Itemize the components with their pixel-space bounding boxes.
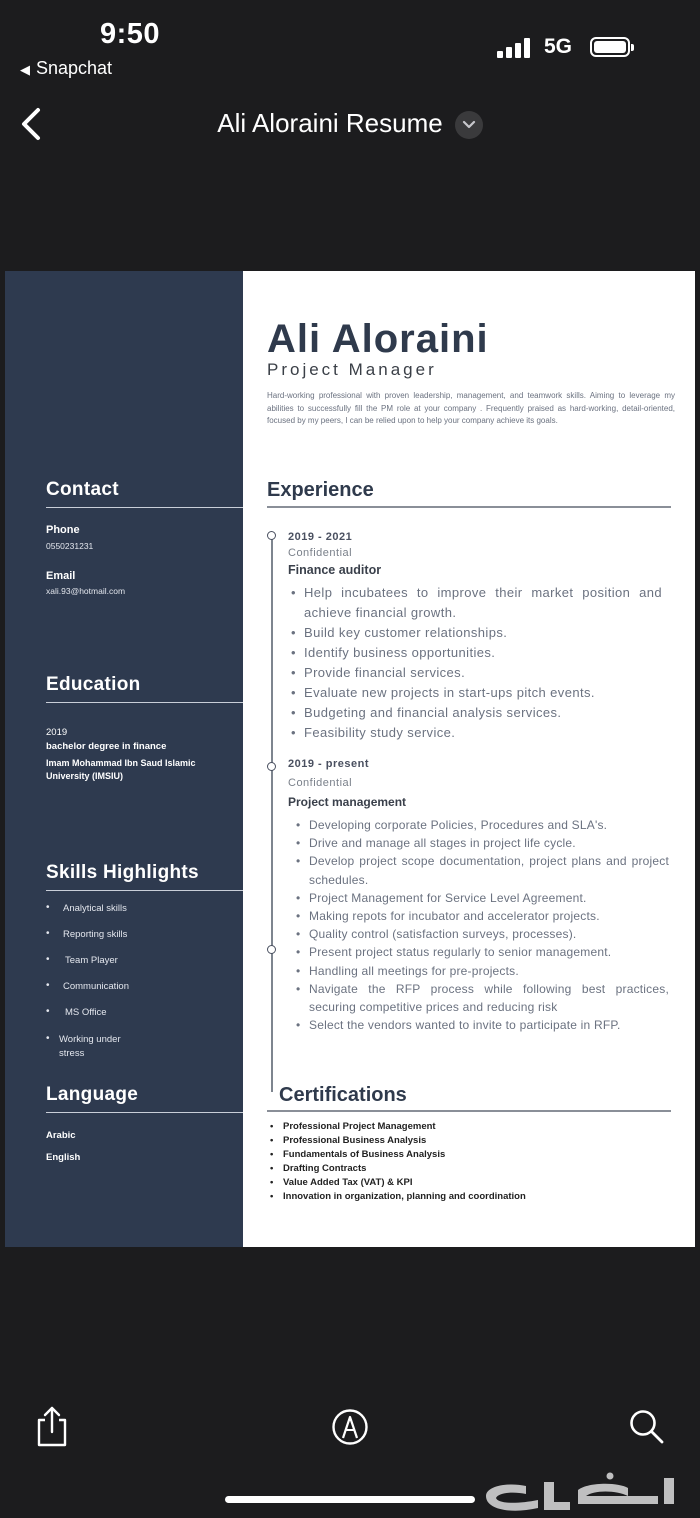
email-label: Email	[46, 570, 76, 582]
job-bullet: • Develop project scope documentation, project plans and project schedules.	[309, 852, 669, 888]
chevron-down-icon	[455, 111, 483, 139]
contact-heading: Contact	[46, 479, 119, 500]
job-bullet: • Navigate the RFP process while following best practices, securing competitive prices and reducing risk	[309, 980, 669, 1016]
education-university: Imam Mohammad Ibn Saud Islamic University (IMSIU)	[46, 758, 196, 781]
job-title: Project management	[288, 795, 407, 809]
skill-item: • MS Office	[46, 1007, 206, 1033]
skills-list	[46, 903, 206, 1059]
job-date: 2019 - present	[288, 758, 369, 770]
phone-label: Phone	[46, 524, 80, 536]
experience-heading: Experience	[267, 479, 374, 501]
job-bullet: • Feasibility study service.	[304, 723, 662, 743]
language-item: Arabic	[46, 1130, 76, 1141]
language-heading: Language	[46, 1084, 139, 1105]
certification-item: • Innovation in organization, planning and coordination	[283, 1190, 673, 1204]
language-item: English	[46, 1152, 81, 1163]
share-icon	[34, 1404, 70, 1448]
document-title-menu[interactable]	[0, 108, 700, 142]
job-bullet: • Select the vendors wanted to invite to participate in RFP.	[309, 1016, 669, 1034]
job-bullet: • Making repots for incubator and accelerator projects.	[309, 907, 669, 925]
skill-item: • Team Player	[46, 955, 206, 981]
share-button[interactable]	[34, 1404, 70, 1448]
phone-value: 0550231231	[46, 541, 94, 551]
document-title: Ali Aloraini Resume	[217, 108, 443, 138]
job-title: Finance auditor	[288, 563, 382, 577]
signal-icon	[497, 38, 533, 58]
job-bullet: • Provide financial services.	[304, 663, 662, 683]
education-heading: Education	[46, 674, 141, 695]
job-bullet: • Quality control (satisfaction surveys, processes).	[309, 925, 669, 943]
timeline-dot	[267, 531, 276, 540]
markup-button[interactable]	[331, 1408, 369, 1446]
job-bullet: • Project Management for Service Level Agreement.	[309, 889, 669, 907]
certifications-list	[283, 1120, 673, 1204]
status-bar	[0, 0, 700, 90]
network-label: 5G	[544, 35, 573, 58]
skills-heading: Skills Highlights	[46, 862, 199, 883]
certification-item: • Value Added Tax (VAT) & KPI	[283, 1176, 673, 1190]
job-date: 2019 - 2021	[288, 531, 353, 543]
divider	[46, 1112, 243, 1113]
job-bullet: • Identify business opportunities.	[304, 643, 662, 663]
job-bullet: • Help incubatees to improve their market position and achieve financial growth.	[304, 583, 662, 623]
certifications-heading: Certifications	[279, 1084, 407, 1106]
markup-icon	[331, 1408, 369, 1446]
certification-item: • Fundamentals of Business Analysis	[283, 1148, 673, 1162]
timeline-dot	[267, 945, 276, 954]
skill-item: • Working under stress	[46, 1033, 139, 1059]
job-bullet: • Budgeting and financial analysis services.	[304, 703, 662, 723]
job-bullets	[309, 816, 669, 1034]
job-bullets	[304, 583, 662, 743]
back-app-label: Snapchat	[36, 58, 113, 78]
divider	[46, 702, 243, 703]
divider	[267, 506, 671, 508]
divider	[46, 890, 243, 891]
job-bullet: • Drive and manage all stages in project life cycle.	[309, 834, 669, 852]
timeline-dot	[267, 762, 276, 771]
resume-role: Project Manager	[267, 360, 437, 379]
education-degree: bachelor degree in finance	[46, 741, 167, 752]
timeline-line	[271, 536, 273, 1092]
back-to-app-link[interactable]	[20, 58, 112, 79]
job-company: Confidential	[288, 547, 353, 559]
search-icon	[628, 1408, 666, 1446]
watermark-logo	[478, 1468, 688, 1514]
job-bullet: • Evaluate new projects in start-ups pitch events.	[304, 683, 662, 703]
job-bullet: • Build key customer relationships.	[304, 623, 662, 643]
back-triangle-icon: ◀	[20, 62, 30, 77]
battery-icon	[590, 37, 630, 57]
job-bullet: • Developing corporate Policies, Procedures and SLA's.	[309, 816, 669, 834]
resume-sidebar	[5, 271, 243, 1247]
job-bullet: • Handling all meetings for pre-projects.	[309, 962, 669, 980]
resume-main	[243, 271, 695, 1247]
home-indicator[interactable]	[225, 1496, 475, 1503]
skill-item: • Reporting skills	[46, 929, 206, 955]
certification-item: • Professional Project Management	[283, 1120, 673, 1134]
job-bullet: • Present project status regularly to senior management.	[309, 943, 669, 961]
resume-summary: Hard-working professional with proven leadership, management, and teamwork skills. Aiming to leverage my abilities to successfully fill the PM role at your company . Frequently praised as hard-working, detail-oriented, focused by my peers, I can be relied upon to help your company achieve its goals.	[267, 391, 675, 425]
education-year: 2019	[46, 727, 68, 738]
skill-item: • Communication	[46, 981, 206, 1007]
status-time: 9:50	[100, 18, 161, 50]
certification-item: • Drafting Contracts	[283, 1162, 673, 1176]
certification-item: • Professional Business Analysis	[283, 1134, 673, 1148]
email-value: xali.93@hotmail.com	[46, 586, 126, 596]
resume-document[interactable]	[5, 271, 695, 1247]
job-company: Confidential	[288, 777, 353, 789]
divider	[46, 507, 243, 508]
divider	[267, 1110, 671, 1112]
skill-item: • Analytical skills	[46, 903, 206, 929]
search-button[interactable]	[628, 1408, 666, 1446]
resume-name: Ali Aloraini	[267, 317, 489, 361]
